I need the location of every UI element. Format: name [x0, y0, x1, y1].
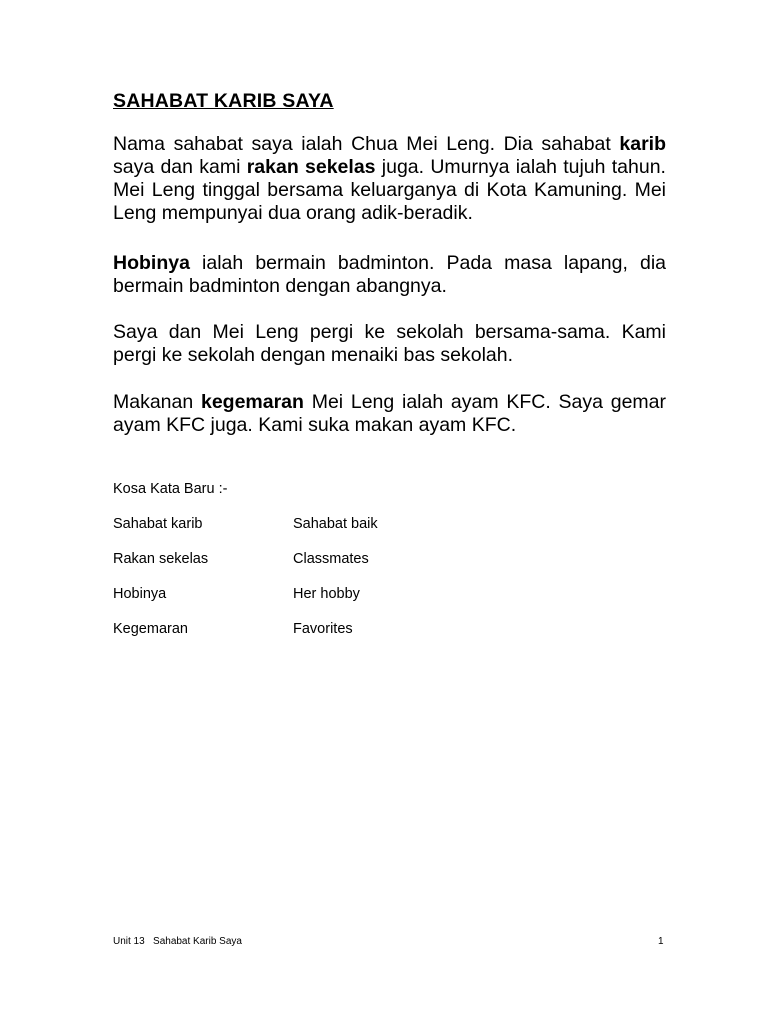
- vocabulary-row: [113, 621, 563, 641]
- text-run: juga. Umurnya ialah tujuh tahun. Mei Leng tinggal bersama keluarganya di Kota Kamuning. Mei Leng mempunyai dua orang adik-beradik.: [113, 156, 666, 224]
- vocabulary-row: [113, 551, 563, 571]
- text-run: Makanan: [113, 391, 201, 413]
- vocabulary-term: Sahabat karib: [113, 516, 203, 532]
- text-run: Mei Leng ialah ayam KFC. Saya gemar ayam KFC juga. Kami suka makan ayam KFC.: [113, 391, 666, 436]
- text-run: Saya dan Mei Leng pergi ke sekolah bersama-sama. Kami pergi ke sekolah dengan menaiki bas sekolah.: [113, 321, 666, 366]
- vocabulary-heading: Kosa Kata Baru :-: [113, 481, 228, 497]
- page-footer-title: Unit 13 Sahabat Karib Saya: [113, 936, 242, 947]
- text-run: Nama sahabat saya ialah Chua Mei Leng. Dia sahabat: [113, 133, 620, 155]
- paragraph-favorite-food: [113, 391, 666, 437]
- vocabulary-row: [113, 516, 563, 536]
- vocabulary-meaning: Sahabat baik: [293, 516, 378, 532]
- bold-word-hobinya: Hobinya: [113, 252, 190, 274]
- vocabulary-term: Hobinya: [113, 586, 167, 602]
- vocabulary-term: Kegemaran: [113, 621, 188, 637]
- vocabulary-meaning: Classmates: [293, 551, 369, 567]
- text-run: saya dan kami: [113, 156, 247, 178]
- paragraph-school: [113, 321, 666, 367]
- paragraph-friend-intro: [113, 133, 666, 225]
- text-run: ialah bermain badminton. Pada masa lapang, dia bermain badminton dengan abangnya.: [113, 252, 666, 297]
- page-number: 1: [658, 936, 664, 947]
- vocabulary-row: [113, 586, 563, 606]
- document-title: SAHABAT KARIB SAYA: [113, 90, 334, 112]
- bold-word-kegemaran: kegemaran: [200, 391, 304, 413]
- vocabulary-meaning: Her hobby: [293, 586, 360, 602]
- bold-word-rakan-sekelas: rakan sekelas: [246, 156, 376, 178]
- vocabulary-meaning: Favorites: [293, 621, 353, 637]
- vocabulary-term: Rakan sekelas: [113, 551, 209, 567]
- paragraph-hobby: [113, 252, 666, 298]
- bold-word-karib: karib: [619, 133, 666, 155]
